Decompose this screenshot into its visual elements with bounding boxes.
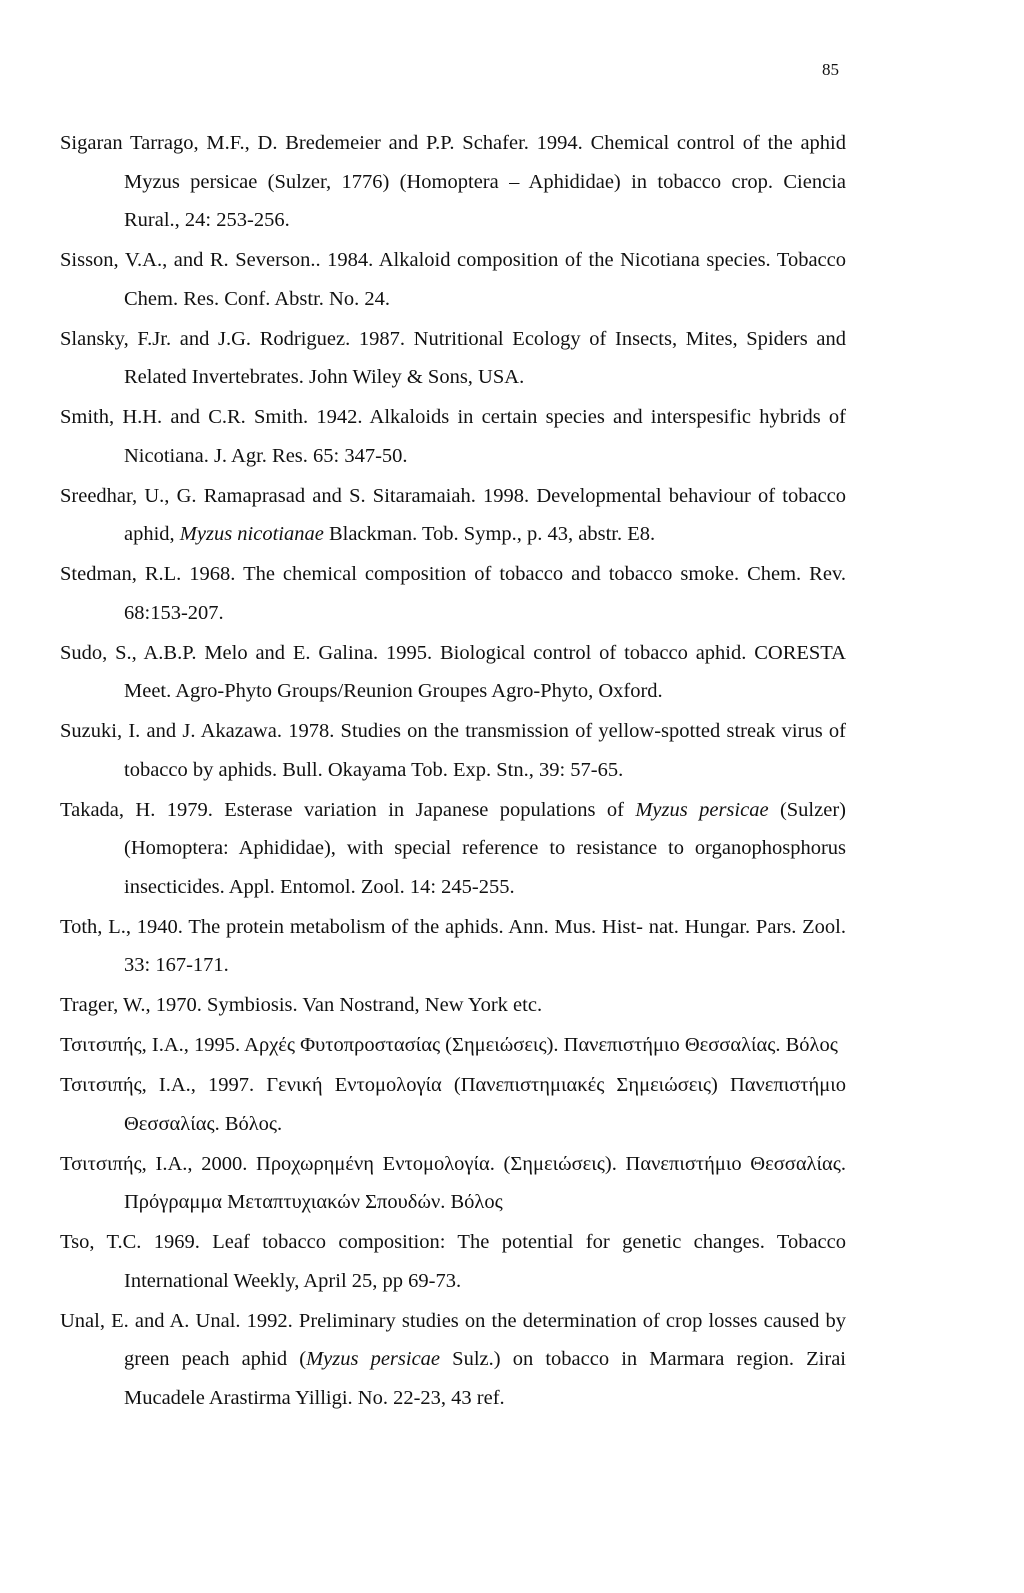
reference-entry [60, 1026, 846, 1065]
reference-entry [60, 477, 846, 554]
reference-entry [60, 1223, 846, 1300]
italic-species-name: Myzus persicae [306, 1348, 441, 1370]
reference-entry [60, 791, 846, 907]
reference-text: Suzuki, I. and J. Akazawa. 1978. Studies on the transmission of yellow-spotted streak virus of tobacco by aphids. Bull. Okayama Tob. Exp. Stn., 39: 57-65. [60, 720, 846, 781]
reference-text: Sulz.) on tobacco in Marmara region. Zirai Mucadele Arastirma Yilligi. No. 22-23, 43 ref. [124, 1348, 846, 1409]
reference-text: Stedman, R.L. 1968. The chemical composition of tobacco and tobacco smoke. Chem. Rev. 68:153-207. [60, 563, 846, 624]
reference-entry [60, 124, 846, 240]
reference-text: Τσιτσιπής, Ι.Α., 1995. Αρχές Φυτοπροστασίας (Σημειώσεις). Πανεπιστήμιο Θεσσαλίας. Βόλος [60, 1034, 838, 1056]
reference-list [60, 124, 846, 1419]
reference-entry [60, 1302, 846, 1418]
reference-text: (Sulzer) (Homoptera: Aphididae), with special reference to resistance to organophosphorus insecticides. Appl. Entomol. Zool. 14: 245-255. [124, 798, 846, 898]
italic-species-name: Myzus persicae [635, 798, 769, 821]
reference-text: Τσιτσιπής, Ι.Α., 1997. Γενική Εντομολογία (Πανεπιστημιακές Σημειώσεις) Πανεπιστήμιο Θεσσαλίας. Βόλος. [60, 1074, 846, 1135]
reference-entry [60, 986, 846, 1025]
reference-text: Smith, H.H. and C.R. Smith. 1942. Alkaloids in certain species and interspesific hybrids of Nicotiana. J. Agr. Res. 65: 347-50. [60, 406, 846, 467]
reference-entry [60, 712, 846, 789]
reference-text: Sisson, V.A., and R. Severson.. 1984. Alkaloid composition of the Nicotiana species. Tobacco Chem. Res. Conf. Abstr. No. 24. [60, 249, 846, 310]
reference-text: Τσιτσιπής, Ι.Α., 2000. Προχωρημένη Εντομολογία. (Σημειώσεις). Πανεπιστήμιο Θεσσαλίας. Πρόγραμμα Μεταπτυχιακών Σπουδών. Βόλος [60, 1152, 846, 1213]
reference-entry [60, 1066, 846, 1143]
reference-entry [60, 398, 846, 475]
reference-entry [60, 241, 846, 318]
reference-text: Sreedhar, U., G. Ramaprasad and S. Sitaramaiah. 1998. Developmental behaviour of tobacco aphid, [60, 484, 846, 545]
reference-entry [60, 555, 846, 632]
reference-text: Trager, W., 1970. Symbiosis. Van Nostrand, New York etc. [60, 994, 543, 1016]
reference-text: Blackman. Tob. Symp., p. 43, abstr. E8. [323, 523, 656, 545]
reference-entry [60, 320, 846, 397]
reference-text: Slansky, F.Jr. and J.G. Rodriguez. 1987. Nutritional Ecology of Insects, Mites, Spiders and Related Invertebrates. John Wiley & Sons, USA. [60, 327, 846, 388]
reference-text: Takada, H. 1979. Esterase variation in Japanese populations of [60, 798, 636, 821]
page-number: 85 [822, 60, 839, 79]
reference-entry [60, 908, 846, 985]
reference-text: Unal, E. and A. Unal. 1992. Preliminary studies on the determination of crop losses caused by green peach aphid ( [60, 1309, 846, 1370]
italic-species-name: Myzus nicotianae [179, 523, 324, 545]
reference-text: Tso, T.C. 1969. Leaf tobacco composition: The potential for genetic changes. Tobacco International Weekly, April 25, pp 69-73. [60, 1231, 846, 1292]
reference-text: Toth, L., 1940. The protein metabolism of the aphids. Ann. Mus. Hist- nat. Hungar. Pars. Zool. 33: 167-171. [60, 915, 846, 976]
reference-text: Sigaran Tarrago, M.F., D. Bredemeier and P.P. Schafer. 1994. Chemical control of the aphid Myzus persicae (Sulzer, 1776) (Homoptera – Aphididae) in tobacco crop. Ciencia Rural., 24: 253-256. [60, 132, 846, 231]
reference-text: Sudo, S., A.B.P. Melo and E. Galina. 1995. Biological control of tobacco aphid. CORESTA Meet. Agro-Phyto Groups/Reunion Groupes Agro-Phyto, Oxford. [60, 641, 846, 702]
reference-entry [60, 634, 846, 711]
reference-entry [60, 1145, 846, 1222]
